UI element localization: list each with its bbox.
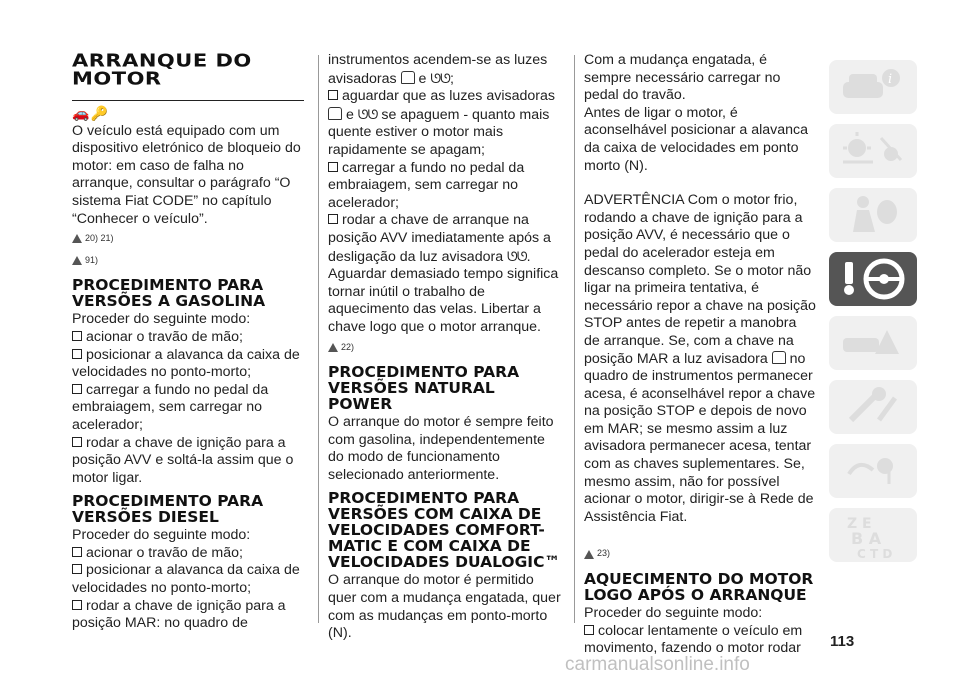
maintenance-icon xyxy=(829,380,917,434)
fiat-code-icons xyxy=(72,105,308,123)
engine-warning-icon xyxy=(328,107,342,120)
advertencia-text: ADVERTÊNCIA Com o motor frio, rodando a chave de ignição para a posição AVV, é necessário que o pedal do acelerador esteja em descanso completo. Se o motor não ligar na primeira tentativa, é necessário repor a chave na posição STOP antes de repetir a manobra de arranque. Se, com a chave na posição MAR a luz avisadora no quadro de instrumentos permanecer acesa, é aconselhável repor a chave na posição STOP e depois de novo em MAR; se mesmo assim a luz avisadora permanecer acesa, tentar com as chaves suplementares. Se, mesmo assim, não for possível acionar o motor, dirigir-se à Rede de Assistência Fiat. xyxy=(584,192,816,525)
list-item: aguardar que as luzes avisadoras e ᘎᘎ se apaguem - quanto mais quente estiver o motor mais rapidamente se apagam; xyxy=(328,88,555,158)
list-item: rodar a chave de arranque na posição AVV imediatamente após a desligação da luz avisadora ᘎᘎ. xyxy=(328,212,551,265)
intro-text: O veículo está equipado com um dispositivo eletrónico de bloqueio do motor: em caso de falha no arranque, consultar o parágrafo “O sistema Fiat CODE” no capítulo “Conhecer o veículo”. xyxy=(72,122,301,227)
key-icon: 🔑 xyxy=(90,105,109,121)
tab-breakdown[interactable] xyxy=(829,316,917,370)
warning-ref-1: 20) 21) xyxy=(72,230,114,248)
warning-ref: 23) xyxy=(584,545,610,563)
list-item: carregar a fundo no pedal da embraiagem, sem carregar no acelerador; xyxy=(72,381,269,433)
svg-text:C T D: C T D xyxy=(857,547,893,561)
immobilizer-icon: 🚗 xyxy=(72,105,91,121)
gasolina-intro: Proceder do seguinte modo: xyxy=(72,311,251,328)
brake-text: Com a mudança engatada, é sempre necessário carregar no pedal do travão. xyxy=(584,52,781,104)
warning-icon xyxy=(328,343,338,352)
heading-diesel: PROCEDIMENTO PARA VERSÕES DIESEL xyxy=(72,492,264,527)
bullet-icon xyxy=(328,162,338,172)
svg-text:Z E: Z E xyxy=(847,516,872,532)
tab-airbag[interactable] xyxy=(829,188,917,242)
warning-ref: 22) xyxy=(328,339,354,357)
tab-car-info[interactable] xyxy=(829,60,917,114)
bullet-icon xyxy=(584,625,594,635)
column-1 xyxy=(72,52,308,633)
watermark: carmanualsonline.info xyxy=(565,654,750,675)
column-divider xyxy=(574,55,575,623)
engine-warning-icon xyxy=(401,71,415,84)
diesel-intro: Proceder do seguinte modo: xyxy=(72,527,251,544)
continued-text: instrumentos acendem-se as luzes avisadoras e ᘎᘎ; xyxy=(328,52,548,87)
natural-power-text: O arranque do motor é sempre feito com gasolina, independentemente do modo de funcionamento selecionado anteriormente. xyxy=(328,414,554,483)
bullet-icon xyxy=(72,547,82,557)
glow-plug-paragraph: Aguardar demasiado tempo significa tornar inútil o trabalho de aquecimento das velas. Libertar a chave logo que o motor arranque. xyxy=(328,266,559,335)
chapter-tabs xyxy=(829,60,921,572)
warning-icon xyxy=(72,256,82,265)
bullet-icon xyxy=(72,331,82,341)
list-item: acionar o travão de mão; xyxy=(72,545,308,563)
bullet-icon xyxy=(72,349,82,359)
steering-key-icon xyxy=(829,252,917,306)
warning-icon xyxy=(72,234,82,243)
list-item: posicionar a alavanca da caixa de velocidades no ponto-morto; xyxy=(72,346,300,381)
airbag-seatbelt-icon xyxy=(829,188,917,242)
bullet-icon xyxy=(328,90,338,100)
list-item: carregar a fundo no pedal da embraiagem, sem carregar no acelerador; xyxy=(328,159,525,211)
page-number: 113 xyxy=(830,633,855,650)
heading-aquecimento: AQUECIMENTO DO MOTOR LOGO APÓS O ARRANQUE xyxy=(584,570,814,605)
glow-plug-icon: ᘎᘎ xyxy=(357,106,378,122)
heading-caixa: PROCEDIMENTO PARA VERSÕES COM CAIXA DE VELOCIDADES COMFORT-MATIC E COM CAIXA DE VELOCIDADES DUALOGIC™ xyxy=(328,489,560,572)
column-2 xyxy=(328,52,564,643)
tab-index[interactable] xyxy=(829,508,917,562)
column-3 xyxy=(584,52,816,658)
caixa-text: O arranque do motor é permitido quer com a mudança engatada, quer com as mudanças em ponto-morto (N). xyxy=(328,572,561,642)
svg-text:i: i xyxy=(888,72,893,87)
list-item: colocar lentamente o veículo em movimento, fazendo o motor rodar xyxy=(584,622,803,657)
glow-plug-icon: ᘎᘎ xyxy=(507,248,527,264)
heading-natural-power: PROCEDIMENTO PARA VERSÕES NATURAL POWER xyxy=(328,363,520,414)
list-item: rodar a chave de ignição para a posição MAR: no quadro de xyxy=(72,597,286,632)
column-divider xyxy=(318,55,319,623)
multimedia-icon xyxy=(829,444,917,498)
warning-lights-icon xyxy=(829,124,917,178)
tab-maintenance[interactable] xyxy=(829,380,917,434)
bullet-icon xyxy=(72,564,82,574)
tab-warning-lights[interactable] xyxy=(829,124,917,178)
list-item: rodar a chave de ignição para a posição AVV e soltá-la assim que o motor ligar. xyxy=(72,434,294,486)
aquecimento-intro: Proceder do seguinte modo: xyxy=(584,605,763,622)
bullet-icon xyxy=(328,214,338,224)
engine-warning-icon xyxy=(772,351,786,364)
index-icon xyxy=(829,508,917,562)
glow-plug-icon: ᘎᘎ xyxy=(430,70,450,86)
heading-gasolina: PROCEDIMENTO PARA VERSÕES A GASOLINA xyxy=(72,276,266,311)
title-rule xyxy=(72,100,304,101)
list-item: acionar o travão de mão; xyxy=(72,329,308,347)
warning-icon xyxy=(584,550,594,559)
tab-steering[interactable] xyxy=(829,252,917,306)
svg-text:B A: B A xyxy=(851,529,882,548)
bullet-icon xyxy=(72,384,82,394)
neutral-text: Antes de ligar o motor, é aconselhável posicionar a alavanca da caixa de velocidades em ponto morto (N). xyxy=(584,104,808,174)
breakdown-icon xyxy=(829,316,917,370)
bullet-icon xyxy=(72,437,82,447)
car-info-icon xyxy=(829,60,917,114)
list-item: posicionar a alavanca da caixa de velocidades no ponto-morto; xyxy=(72,562,300,597)
bullet-icon xyxy=(72,600,82,610)
page-title: ARRANQUE DO MOTOR xyxy=(72,50,252,89)
warning-ref-2: 91) xyxy=(72,252,98,270)
tab-multimedia[interactable] xyxy=(829,444,917,498)
